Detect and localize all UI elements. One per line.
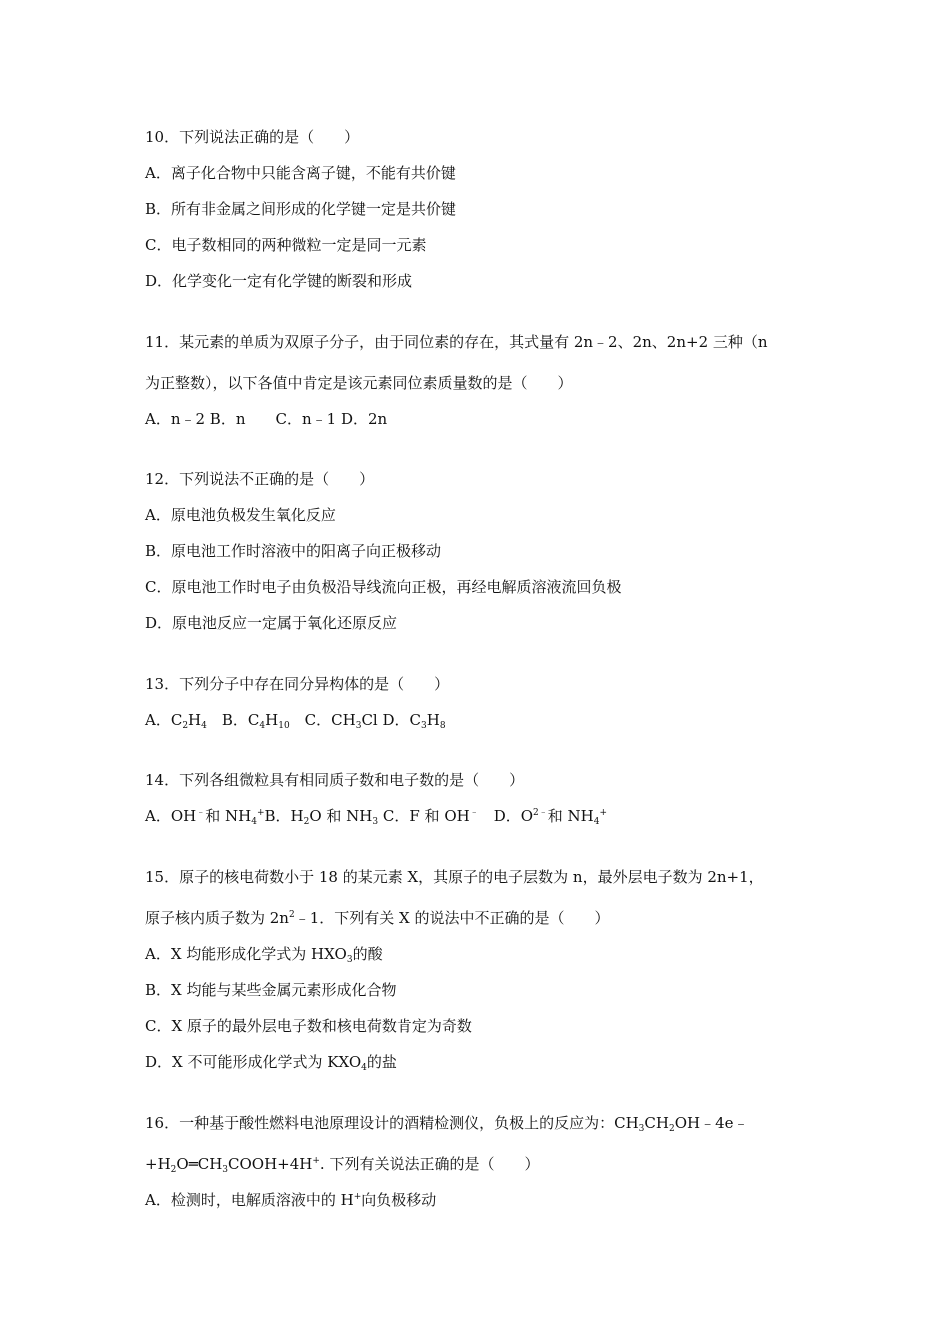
question-10-option-a: A．离子化合物中只能含离子键，不能有共价键 [145,164,456,182]
question-15-stem-line1: 15．原子的核电荷数小于 18 的某元素 X，其原子的电子层数为 n，最外层电子数为 2n+1， [145,868,764,886]
question-11-stem-line2: 为正整数），以下各值中肯定是该元素同位素质量数的是（ ） [145,374,573,392]
question-13-stem: 13．下列分子中存在同分异构体的是（ ） [145,675,450,693]
question-12-option-b: B．原电池工作时溶液中的阳离子向正极移动 [145,542,442,560]
question-14-stem: 14．下列各组微粒具有相同质子数和电子数的是（ ） [145,771,525,789]
question-10-option-d: D．化学变化一定有化学键的断裂和形成 [145,272,413,290]
question-10-stem: 10．下列说法正确的是（ ） [145,128,360,146]
question-11-options: A．n﹣2 B．n C．n﹣1 D．2n [145,410,388,428]
question-15-option-d: D．X 不可能形成化学式为 $KXO_4$的盐 [145,1053,397,1073]
question-15-stem-line2: 原子核内质子数为 $2n^2﹣1$．下列有关 X 的说法中不正确的是（ ） [145,909,610,927]
question-15-option-a: A．X 均能形成化学式为 $HXO_3$的酸 [145,945,383,965]
question-16-option-a: A．检测时，电解质溶液中的 H+向负极移动 [145,1191,437,1209]
question-12-stem: 12．下列说法不正确的是（ ） [145,470,375,488]
question-13-options: A．$C_2H_4$ B．$C_4H_{10}$ C．$CH_3Cl$ D．$C_3H_8$ [145,711,446,731]
question-10-option-c: C．电子数相同的两种微粒一定是同一元素 [145,236,427,254]
question-12-option-c: C．原电池工作时电子由负极沿导线流向正极，再经电解质溶液流回负极 [145,578,622,596]
question-10-option-b: B．所有非金属之间形成的化学键一定是共价键 [145,200,457,218]
question-16-stem-line1: 16．一种基于酸性燃料电池原理设计的酒精检测仪，负极上的反应为：$CH_3CH_2OH﹣4e﹣$ [145,1114,749,1134]
question-12-option-d: D．原电池反应一定属于氧化还原反应 [145,614,398,632]
question-11-stem-line1: 11．某元素的单质为双原子分子，由于同位素的存在，其式量有 2n﹣2、2n、2n+2 三种（n [145,333,768,351]
question-15-option-c: C．X 原子的最外层电子数和核电荷数肯定为奇数 [145,1017,472,1035]
question-16-stem-line2: $+H_2O═CH_3COOH+4H^+$. 下列有关说法正确的是（ ） [145,1155,540,1175]
question-15-option-b: B．X 均能与某些金属元素形成化合物 [145,981,397,999]
question-12-option-a: A．原电池负极发生氧化反应 [145,506,336,524]
question-14-options: A．OH﹣和 $NH_4^+B$．$H_2O$ 和 $NH_3$ C．F 和 OH﹣ D．$O^{2﹣}$和 $NH_4^+$ [145,807,608,827]
